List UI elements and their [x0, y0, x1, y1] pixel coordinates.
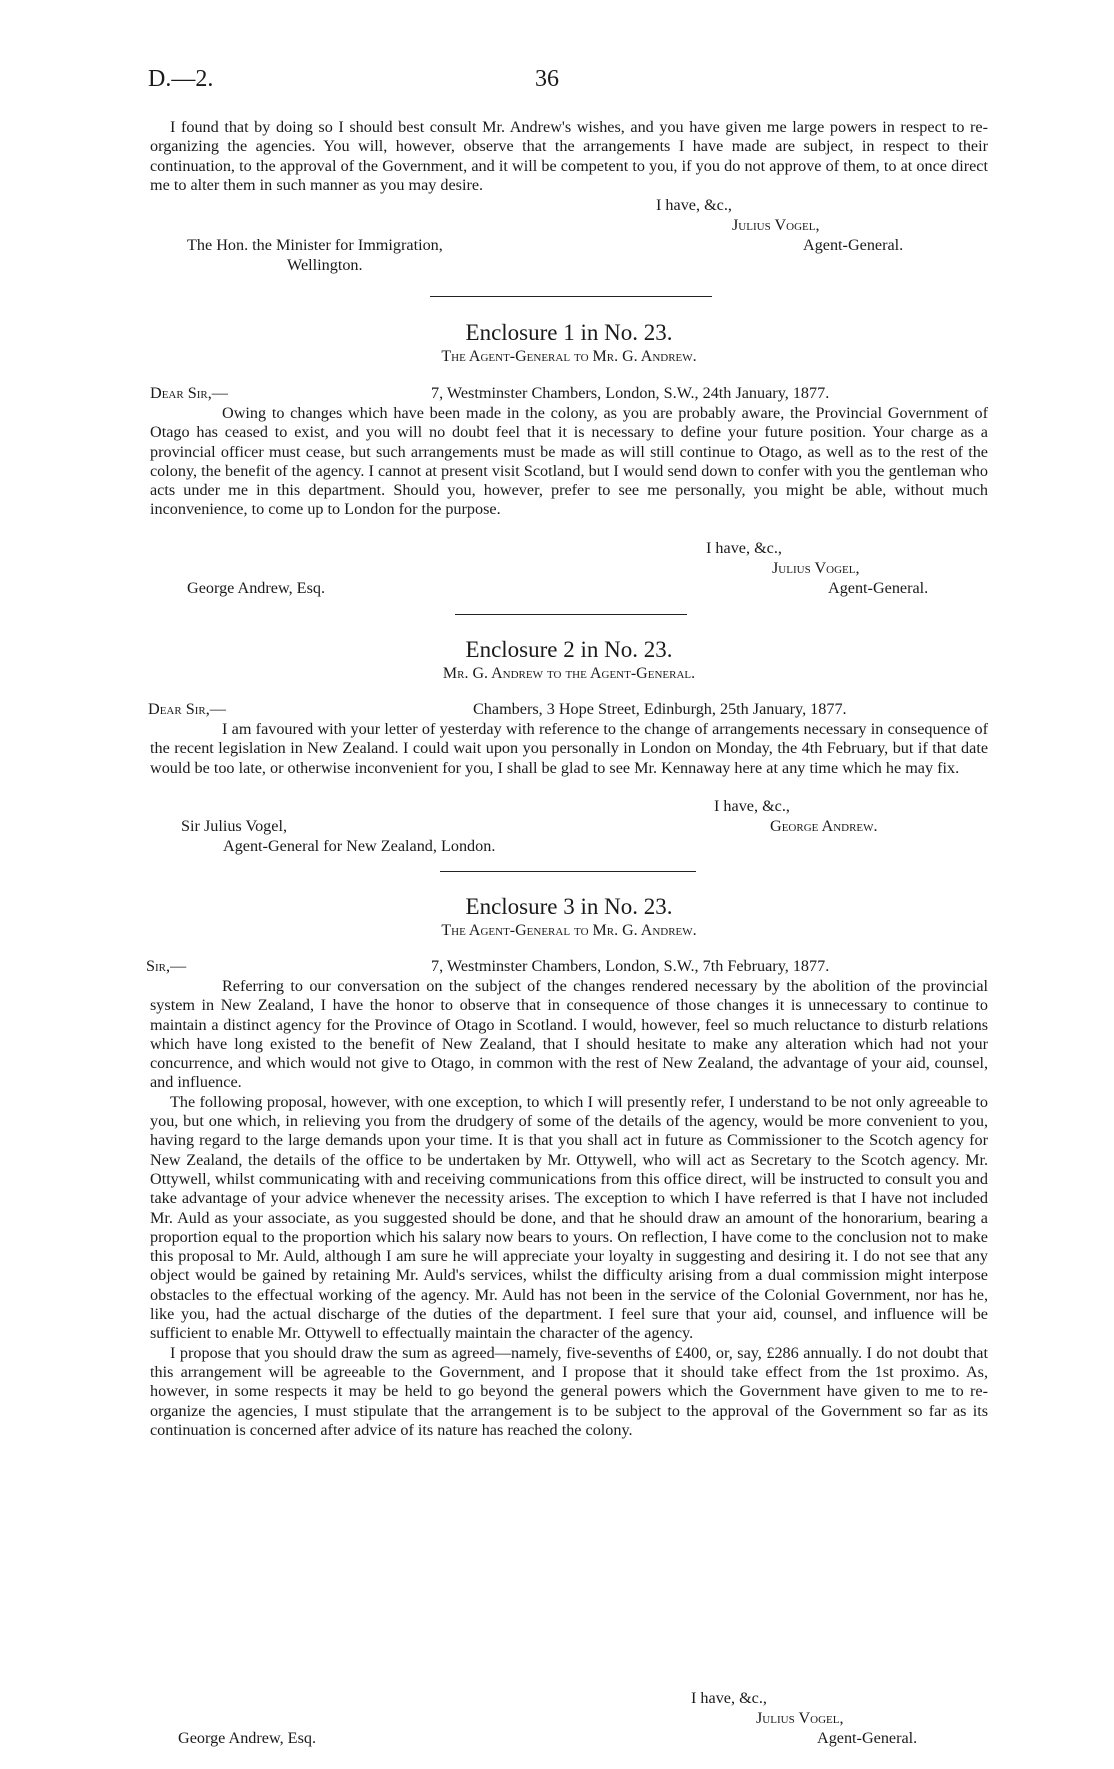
enclosure-3-body-wrap	[150, 977, 988, 1440]
enclosure-2	[150, 636, 988, 684]
enclosure-3-signer-title: Agent-General.	[817, 1729, 918, 1747]
enclosure-1-addressee: George Andrew, Esq.	[187, 579, 326, 597]
letter-main-signer-title: Agent-General.	[803, 236, 904, 254]
enclosure-3-signer: Julius Vogel,	[756, 1709, 844, 1727]
enclosure-3-paragraph-2: The following proposal, however, with one exception, to which I will presently refer, I understand to be not only agreeable to you, but one which, in relieving you from the drudgery of some of the details of the agency, would be more convenient to you, having regard to the large demands upon your time. It is that you shall act in future as Commissioner to the Scotch agency for New Zealand, the details of the office to be undertaken by Mr. Ottywell, who will act as Secretary to the Scotch agency. Mr. Ottywell, whilst communicating with and receiving communications from this office direct, will be instructed to consult you and take advantage of your advice whenever the necessity arises. The exception to which I have referred is that I have not included Mr. Auld as your associate, as you suggested should be done, and that he should draw an amount of the honorarium, bearing a proportion equal to the proportion which his salary now bears to yours. On reflection, I have come to the conclusion not to make this proposal to Mr. Auld, although I am sure he will appreciate your loyalty in suggesting and desiring it. I do not see that any object would be gained by retaining Mr. Auld's services, whilst the difficulty arising from a dual commission might interpose obstacles to the effectual working of the agency. Mr. Auld has not been in the service of the Colonial Government, nor has he, like you, had the actual discharge of the duties of the department. I feel sure that your aid, counsel, and influence will be sufficient to enable Mr. Ottywell to effectually maintain the character of the agency.	[150, 1092, 988, 1343]
enclosure-2-body-wrap	[150, 720, 988, 778]
enclosure-2-signer: George Andrew.	[770, 817, 878, 835]
enclosure-1-salutation: Dear Sir,—	[150, 384, 228, 402]
section-divider	[440, 871, 696, 872]
page-number: 36	[535, 66, 559, 92]
enclosure-3-dateline: 7, Westminster Chambers, London, S.W., 7th February, 1877.	[431, 957, 830, 975]
enclosure-1-title: Enclosure 1 in No. 23.	[465, 320, 673, 345]
enclosure-3-addressee: George Andrew, Esq.	[178, 1729, 317, 1747]
enclosure-3	[150, 893, 988, 941]
enclosure-2-subtitle: Mr. G. Andrew to the Agent-General.	[442, 665, 696, 682]
document-reference: D.—2.	[148, 66, 214, 92]
letter-main-signer: Julius Vogel,	[732, 216, 820, 234]
letter-main	[150, 118, 988, 195]
enclosure-1-body: Owing to changes which have been made in the colony, as you are probably aware, the Provincial Government of Otago has ceased to exist, and you will no doubt feel that it is necessary to define your future position. Your charge as a provincial officer must cease, but such arrangements must be made as will still continue to Otago, as well as to the rest of the colony, the benefit of the agency. I cannot at present visit Scotland, but I would send down to confer with you the gentleman who acts under me in this department. Should you, however, prefer to see me personally, you might be able, without much inconvenience, to come up to London for the purpose.	[150, 404, 988, 519]
enclosure-3-closing: I have, &c.,	[691, 1689, 767, 1707]
letter-main-body: I found that by doing so I should best consult Mr. Andrew's wishes, and you have given me large powers in respect to re-organizing the agencies. You will, however, observe that the arrangements I have made are subject, in respect to their continuation, to the approval of the Government, and it will be competent to you, if you do not approve of them, to at once direct me to alter them in such manner as you may desire.	[150, 118, 988, 194]
enclosure-1-signer: Julius Vogel,	[772, 559, 860, 577]
enclosure-3-paragraph-1: Referring to our conversation on the subject of the changes rendered necessary by the abolition of the provincial system in New Zealand, I have the honor to observe that in consequence of those changes it is unnecessary to continue to maintain a distinct agency for the Province of Otago in Scotland. I would, however, feel so much reluctance to disturb relations which have long existed to the benefit of New Zealand, that I should hesitate to make any alteration which had not your concurrence, and which would not give to Otago, in common with the rest of New Zealand, the advantage of your aid, counsel, and influence.	[150, 977, 988, 1092]
enclosure-3-salutation: Sir,—	[146, 957, 187, 975]
enclosure-2-title: Enclosure 2 in No. 23.	[465, 637, 673, 662]
enclosure-1	[150, 319, 988, 367]
enclosure-2-addressee-1: Sir Julius Vogel,	[181, 817, 287, 835]
enclosure-1-closing: I have, &c.,	[706, 539, 782, 557]
enclosure-2-salutation: Dear Sir,—	[148, 700, 226, 718]
enclosure-2-body: I am favoured with your letter of yesterday with reference to the change of arrangements necessary in consequence of the recent legislation in New Zealand. I could wait upon you personally in London on Monday, the 4th February, but if that date would be too late, or otherwise inconvenient for you, I shall be glad to see Mr. Kennaway here at any time which he may fix.	[150, 720, 988, 777]
enclosure-2-dateline: Chambers, 3 Hope Street, Edinburgh, 25th January, 1877.	[473, 700, 847, 718]
enclosure-2-closing: I have, &c.,	[714, 797, 790, 815]
enclosure-1-subtitle: The Agent-General to Mr. G. Andrew.	[441, 348, 697, 365]
enclosure-1-body-wrap	[150, 404, 988, 520]
letter-main-closing: I have, &c.,	[656, 196, 732, 214]
letter-main-addressee-2: Wellington.	[287, 256, 363, 274]
enclosure-3-title: Enclosure 3 in No. 23.	[465, 894, 673, 919]
enclosure-3-subtitle: The Agent-General to Mr. G. Andrew.	[441, 922, 697, 939]
section-divider	[455, 614, 687, 615]
enclosure-1-dateline: 7, Westminster Chambers, London, S.W., 24th January, 1877.	[431, 384, 830, 402]
enclosure-2-addressee-2: Agent-General for New Zealand, London.	[223, 837, 496, 855]
section-divider	[430, 296, 712, 297]
enclosure-1-signer-title: Agent-General.	[828, 579, 929, 597]
enclosure-3-paragraph-3: I propose that you should draw the sum as agreed—namely, five-sevenths of £400, or, say, £286 annually. I do not doubt that this arrangement will be agreeable to the Government, and I propose that it should take effect from the 1st proximo. As, however, in some respects it may be held to go beyond the general powers which the Government have given to me to re-organize the agencies, I must stipulate that the arrangement is to be subject to the approval of the Government so far as its continuation is concerned after advice of its nature has reached the colony.	[150, 1343, 988, 1439]
letter-main-addressee-1: The Hon. the Minister for Immigration,	[187, 236, 443, 254]
